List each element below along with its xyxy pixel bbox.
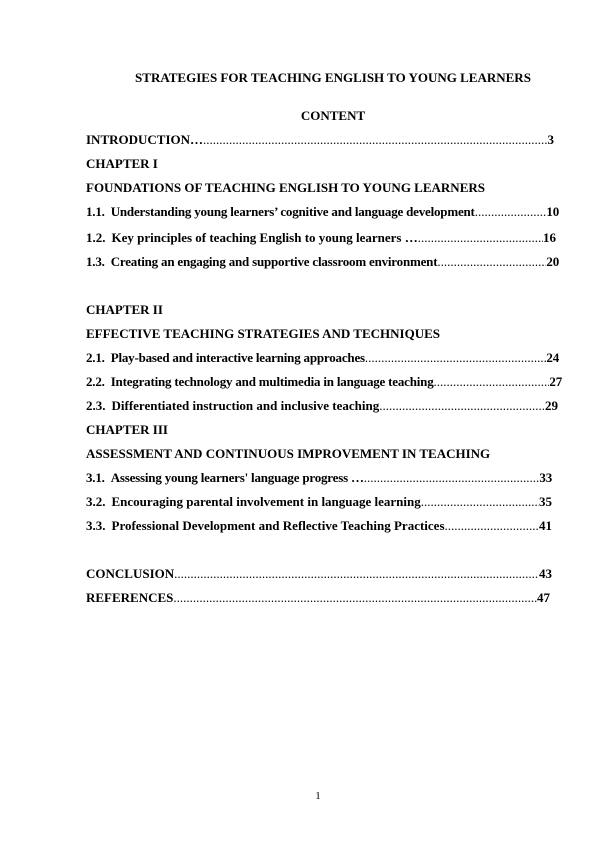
chapter-1-title: FOUNDATIONS OF TEACHING ENGLISH TO YOUNG LEARNERS (86, 180, 485, 195)
toc-page-number: 33 (539, 470, 552, 485)
toc-page-number: 35 (539, 494, 552, 509)
toc-leader-dots (364, 470, 540, 486)
toc-entry-label: Creating an engaging and supportive classroom environment (110, 254, 438, 269)
chapter-1-heading: CHAPTER I (86, 156, 158, 171)
toc-entry-1-1[interactable] (86, 204, 559, 220)
toc-entry-conclusion[interactable] (86, 566, 552, 582)
toc-leader-dots (173, 590, 537, 606)
toc-section-number: 2.3. (86, 398, 106, 413)
toc-leader-dots (437, 254, 546, 270)
toc-leader-dots (174, 566, 539, 582)
toc-leader-dots (475, 204, 547, 220)
toc-entry-introduction[interactable] (86, 132, 554, 148)
toc-entry-label: Assessing young learners' language progress … (110, 470, 364, 485)
toc-entry-3-3[interactable] (86, 518, 552, 534)
toc-entry-2-3[interactable] (86, 398, 558, 414)
toc-entry-1-2[interactable] (86, 230, 556, 246)
toc-leader-dots (445, 518, 539, 534)
toc-leader-dots (421, 494, 539, 510)
toc-entry-label: INTRODUCTION… (86, 132, 204, 147)
chapter-2-title: EFFECTIVE TEACHING STRATEGIES AND TECHNIQUES (86, 326, 440, 341)
toc-entry-label: Integrating technology and multimedia in language teaching (110, 374, 434, 389)
toc-leader-dots (379, 398, 545, 414)
toc-entry-label: Encouraging parental involvement in language learning (111, 494, 421, 509)
toc-leader-dots (365, 350, 547, 366)
toc-page-number: 10 (546, 204, 559, 219)
toc-section-number: 1.2. (86, 230, 106, 245)
toc-entry-1-3[interactable] (86, 254, 559, 270)
chapter-2-heading: CHAPTER II (86, 302, 163, 317)
toc-entry-3-1[interactable] (86, 470, 552, 486)
toc-entry-label: Professional Development and Reflective Teaching Practices (111, 518, 445, 533)
toc-page-number: 16 (543, 230, 556, 245)
page-number: 1 (315, 790, 321, 802)
toc-entry-label: Differentiated instruction and inclusive teaching (111, 398, 380, 413)
toc-entry-label: Understanding young learners’ cognitive and language development (110, 204, 475, 219)
chapter-3-title: ASSESSMENT AND CONTINUOUS IMPROVEMENT IN TEACHING (86, 446, 491, 461)
chapter-3-heading: CHAPTER III (86, 422, 168, 437)
toc-section-number: 3.2. (86, 494, 106, 509)
toc-entry-label: REFERENCES (86, 590, 174, 605)
toc-section-number: 1.1. (86, 204, 105, 219)
toc-entry-3-2[interactable] (86, 494, 552, 510)
toc-entry-2-1[interactable] (86, 350, 559, 366)
toc-page-number: 43 (539, 566, 552, 581)
toc-page-number: 29 (545, 398, 558, 413)
document-title: STRATEGIES FOR TEACHING ENGLISH TO YOUNG LEARNERS (135, 70, 531, 85)
toc-section-number: 3.1. (86, 470, 105, 485)
toc-section-number: 1.3. (86, 254, 105, 269)
toc-leader-dots (418, 230, 543, 246)
toc-entry-label: Play-based and interactive learning approaches (110, 350, 365, 365)
toc-section-number: 3.3. (86, 518, 106, 533)
toc-page-number: 3 (547, 132, 554, 147)
toc-leader-dots (203, 132, 547, 148)
toc-entry-2-2[interactable] (86, 374, 562, 390)
toc-entry-label: Key principles of teaching English to young learners … (111, 230, 418, 245)
toc-leader-dots (434, 374, 550, 390)
toc-page-number: 41 (539, 518, 552, 533)
contents-heading: CONTENT (300, 108, 366, 123)
toc-page-number: 47 (537, 590, 550, 605)
toc-page-number: 27 (549, 374, 562, 389)
toc-entry-label: CONCLUSION (86, 566, 175, 581)
toc-page-number: 24 (546, 350, 559, 365)
toc-section-number: 2.2. (86, 374, 105, 389)
toc-page-number: 20 (546, 254, 559, 269)
toc-entry-references[interactable] (86, 590, 550, 606)
toc-section-number: 2.1. (86, 350, 105, 365)
